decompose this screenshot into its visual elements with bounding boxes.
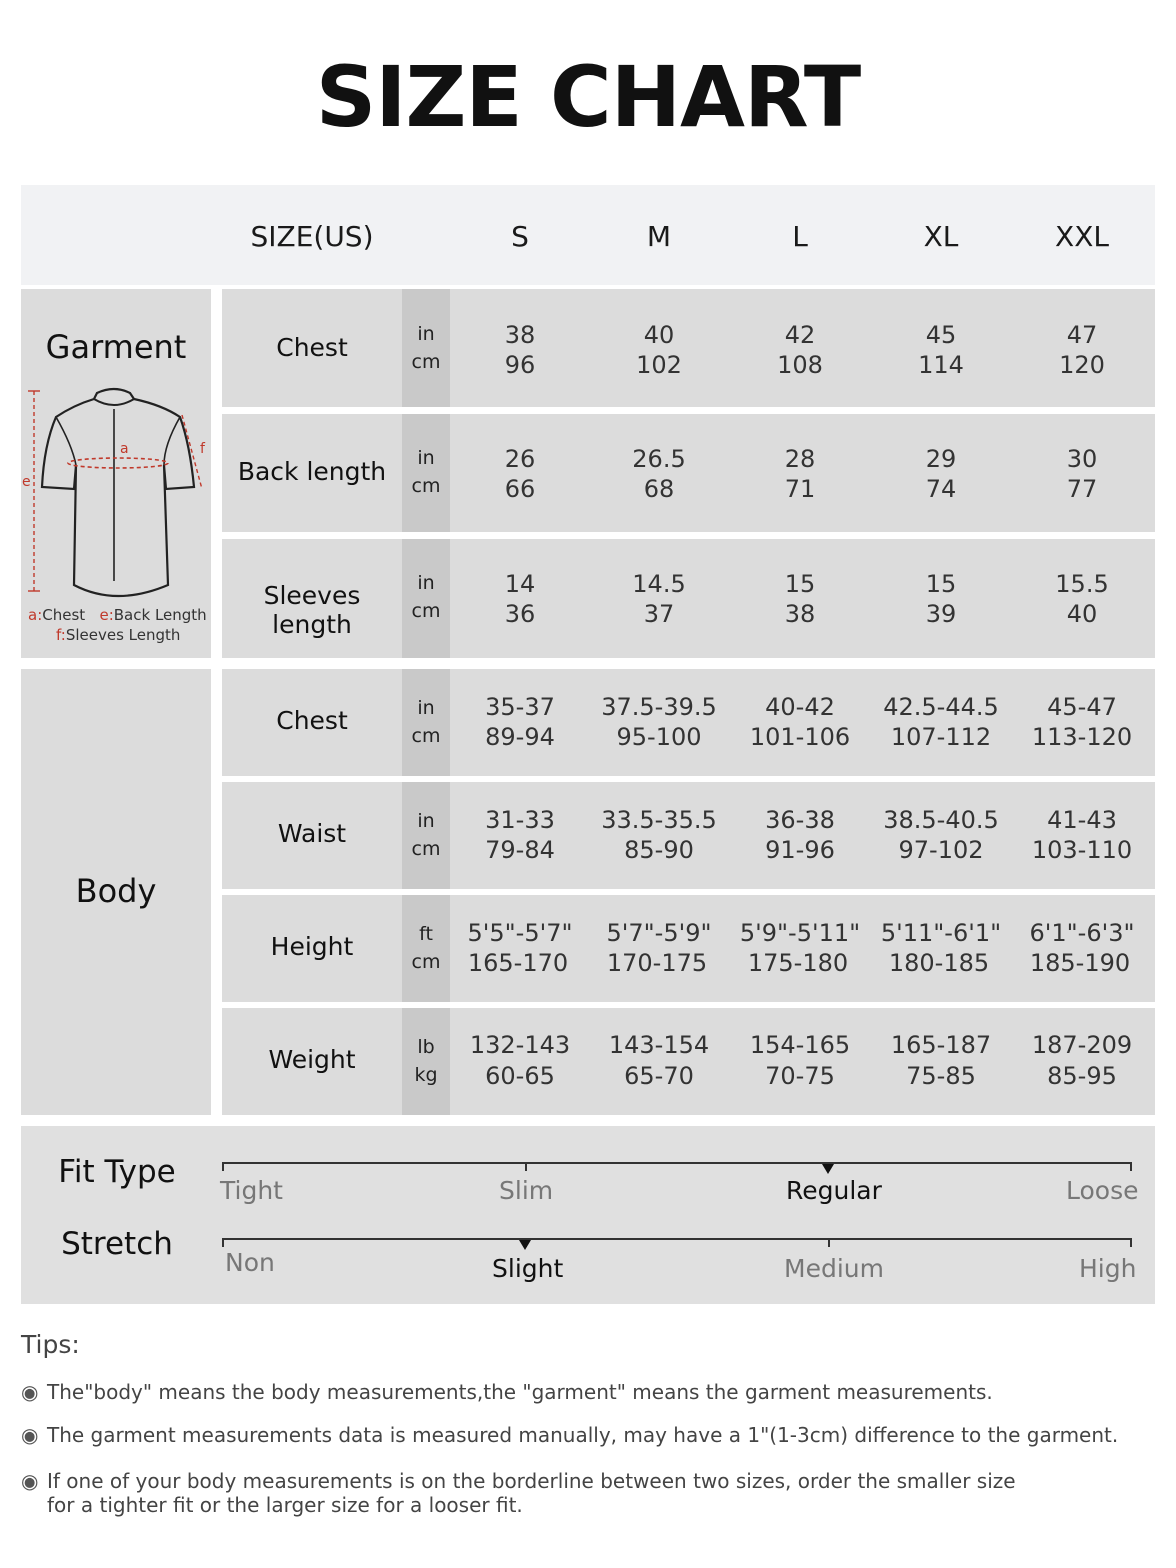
tip-item: [21, 1469, 1161, 1517]
cell: 85-90: [624, 836, 694, 864]
cell: 42.5-44.5: [883, 693, 999, 721]
unit-label: in: [417, 572, 435, 594]
cell: 47: [1066, 321, 1098, 349]
cell: 36: [504, 600, 536, 628]
cell: 103-110: [1031, 836, 1133, 864]
cell: 68: [643, 475, 675, 503]
cell: 77: [1066, 475, 1098, 503]
unit-label: ft: [419, 923, 433, 945]
cell: 89-94: [485, 723, 555, 751]
legend-text-e: Back Length: [113, 606, 207, 624]
cell: 175-180: [747, 949, 849, 977]
cell: 40: [1066, 600, 1098, 628]
diagram-letter-e: e: [22, 474, 31, 490]
tip-item: [21, 1423, 1161, 1447]
row-label: Sleeves length: [263, 581, 361, 639]
jersey-outline-icon: [42, 389, 194, 596]
cell: 35-37: [485, 693, 555, 721]
stretch-option-medium: Medium: [784, 1254, 884, 1283]
cell: 170-175: [606, 949, 708, 977]
cell: 91-96: [765, 836, 835, 864]
fit-tick: [525, 1162, 527, 1171]
cell: 40-42: [765, 693, 835, 721]
cell: 102: [636, 351, 682, 379]
row-label: Waist: [277, 819, 347, 848]
cell: 14.5: [632, 570, 686, 598]
cell: 31-33: [485, 806, 555, 834]
cell: 26: [504, 445, 536, 473]
cell: 38: [504, 321, 536, 349]
cell: 74: [925, 475, 957, 503]
cell: 96: [504, 351, 536, 379]
unit-label: in: [417, 447, 435, 469]
unit-label: in: [417, 810, 435, 832]
stretch-tick: [828, 1238, 830, 1247]
garment-section-label: Garment: [45, 328, 187, 366]
fit-option-slim: Slim: [499, 1176, 554, 1205]
size-region-label: SIZE(US): [250, 220, 374, 253]
size-col-s: S: [511, 220, 529, 253]
unit-label: cm: [411, 725, 441, 747]
cell: 107-112: [890, 723, 992, 751]
stretch-selected-marker-icon: [519, 1240, 531, 1250]
tip-text-continued: for a tighter fit or the larger size for a looser fit.: [47, 1493, 523, 1517]
cell: 65-70: [624, 1062, 694, 1090]
jersey-diagram: [22, 385, 210, 600]
cell: 39: [925, 600, 957, 628]
fit-type-label: Fit Type: [58, 1154, 176, 1190]
diagram-legend-line1: [28, 606, 207, 624]
unit-label: lb: [417, 1036, 435, 1058]
cell: 95-100: [616, 723, 702, 751]
cell: 180-185: [888, 949, 990, 977]
cell: 85-95: [1047, 1062, 1117, 1090]
size-col-m: M: [646, 220, 672, 253]
cell: 75-85: [906, 1062, 976, 1090]
legend-key-a: a:: [28, 606, 43, 624]
unit-label: cm: [411, 951, 441, 973]
cell: 36-38: [765, 806, 835, 834]
stretch-option-non: Non: [225, 1248, 275, 1277]
cell: 15: [784, 570, 816, 598]
cell: 26.5: [632, 445, 686, 473]
unit-label: cm: [411, 600, 441, 622]
cell: 143-154: [608, 1031, 710, 1059]
cell: 132-143: [469, 1031, 571, 1059]
cell: 5'11"-6'1": [880, 919, 1002, 947]
tip-item: [21, 1380, 1161, 1404]
cell: 79-84: [485, 836, 555, 864]
cell: 45-47: [1047, 693, 1117, 721]
row-label: Height: [270, 932, 354, 961]
legend-key-e: e:: [99, 606, 114, 624]
cell: 37: [643, 600, 675, 628]
cell: 70-75: [765, 1062, 835, 1090]
fit-selected-marker-icon: [822, 1164, 834, 1174]
cell: 28: [784, 445, 816, 473]
fit-tick: [222, 1162, 224, 1171]
cell: 6'1"-6'3": [1029, 919, 1135, 947]
cell: 108: [777, 351, 823, 379]
unit-label: cm: [411, 351, 441, 373]
size-header-band: [21, 185, 1155, 285]
stretch-tick: [222, 1238, 224, 1247]
fit-option-loose: Loose: [1066, 1176, 1139, 1205]
cell: 187-209: [1031, 1031, 1133, 1059]
unit-label: cm: [411, 475, 441, 497]
cell: 14: [504, 570, 536, 598]
legend-text-f: Sleeves Length: [65, 626, 181, 644]
legend-key-f: f:: [56, 626, 66, 644]
bullet-icon: ◉: [21, 1469, 39, 1493]
page-title: SIZE CHART: [315, 48, 861, 146]
row-label: Weight: [268, 1045, 356, 1074]
cell: 113-120: [1031, 723, 1133, 751]
size-col-xl: XL: [923, 220, 959, 253]
stretch-scale-line: [222, 1238, 1132, 1240]
fit-option-tight: Tight: [220, 1176, 283, 1205]
cell: 120: [1059, 351, 1105, 379]
cell: 15: [925, 570, 957, 598]
stretch-label: Stretch: [61, 1226, 173, 1262]
fit-scale-line: [222, 1162, 1132, 1164]
cell: 5'5"-5'7": [467, 919, 573, 947]
cell: 30: [1066, 445, 1098, 473]
cell: 5'7"-5'9": [606, 919, 712, 947]
legend-text-a: Chest: [42, 606, 86, 624]
cell: 29: [925, 445, 957, 473]
tip-text: The"body" means the body measurements,the "garment" means the garment measurements.: [47, 1380, 993, 1404]
cell: 71: [784, 475, 816, 503]
fit-stretch-panel: [21, 1126, 1155, 1304]
cell: 15.5: [1055, 570, 1109, 598]
cell: 165-187: [890, 1031, 992, 1059]
cell: 42: [784, 321, 816, 349]
unit-label: in: [417, 697, 435, 719]
stretch-option-high: High: [1079, 1254, 1137, 1283]
cell: 114: [918, 351, 964, 379]
bullet-icon: ◉: [21, 1380, 39, 1404]
cell: 38: [784, 600, 816, 628]
cell: 40: [643, 321, 675, 349]
diagram-legend-line2: [56, 626, 180, 644]
stretch-tick: [1130, 1238, 1132, 1247]
unit-label: cm: [411, 838, 441, 860]
cell: 185-190: [1029, 949, 1131, 977]
cell: 97-102: [898, 836, 984, 864]
tip-text: The garment measurements data is measured manually, may have a 1"(1-3cm) difference to the garment.: [47, 1423, 1119, 1447]
size-col-xxl: XXL: [1055, 220, 1109, 253]
stretch-option-slight: Slight: [492, 1254, 564, 1283]
diagram-letter-a: a: [120, 441, 129, 457]
row-label: Chest: [276, 706, 348, 735]
row-label: Chest: [276, 333, 348, 362]
cell: 5'9"-5'11": [739, 919, 861, 947]
cell: 41-43: [1047, 806, 1117, 834]
row-label: Back length: [237, 457, 387, 486]
cell: 165-170: [467, 949, 569, 977]
cell: 154-165: [749, 1031, 851, 1059]
unit-label: in: [417, 323, 435, 345]
cell: 101-106: [749, 723, 851, 751]
fit-option-regular: Regular: [786, 1176, 882, 1205]
cell: 38.5-40.5: [883, 806, 999, 834]
cell: 66: [504, 475, 536, 503]
cell: 60-65: [485, 1062, 555, 1090]
size-col-l: L: [792, 220, 808, 253]
cell: 45: [925, 321, 957, 349]
fit-tick: [1130, 1162, 1132, 1171]
body-section-label: Body: [75, 872, 157, 910]
cell: 37.5-39.5: [601, 693, 717, 721]
cell: 33.5-35.5: [601, 806, 717, 834]
diagram-letter-f: f: [200, 441, 205, 457]
bullet-icon: ◉: [21, 1423, 39, 1447]
unit-label: kg: [414, 1064, 438, 1086]
tips-title: Tips:: [21, 1330, 80, 1359]
tip-text: If one of your body measurements is on the borderline between two sizes, order the smaller size: [47, 1469, 1016, 1493]
